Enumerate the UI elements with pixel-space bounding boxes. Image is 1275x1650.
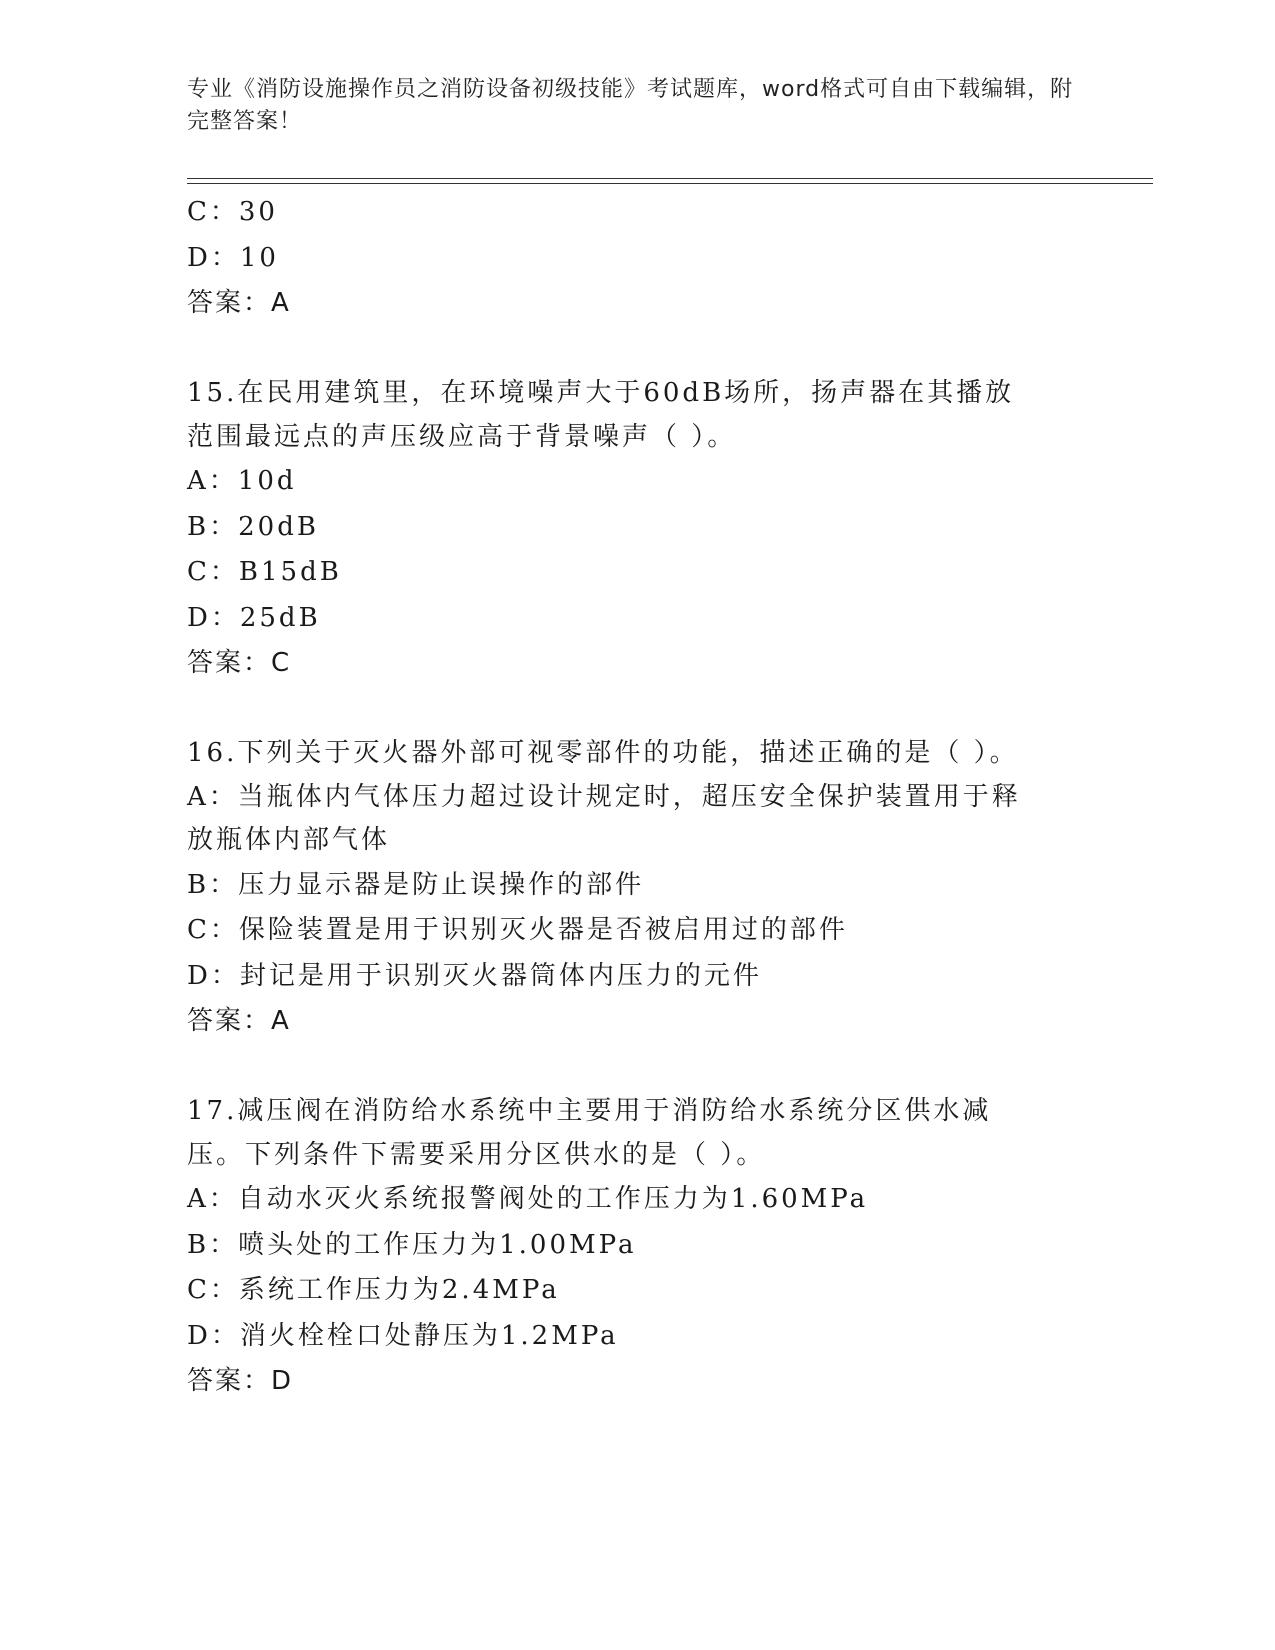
question-stem: 15.在民用建筑里，在环境噪声大于60dB场所，扬声器在其播放范围最远点的声压级应高于背景噪声（ ）。 — [187, 378, 1015, 452]
option-b: B：20dB — [187, 511, 319, 542]
option-b: B：喷头处的工作压力为1.00MPa — [187, 1229, 637, 1260]
option-d: D：消火栓栓口处静压为1.2MPa — [187, 1320, 619, 1351]
option-d: D：10 — [187, 242, 279, 273]
question-stem: 16.下列关于灭火器外部可视零部件的功能，描述正确的是（ ）。 — [187, 738, 1019, 768]
spacer — [187, 327, 1087, 373]
option-d: D：封记是用于识别灭火器筒体内压力的元件 — [187, 960, 762, 991]
option-c: C：30 — [187, 197, 278, 227]
option-c: C：B15dB — [187, 557, 342, 587]
question-16 — [187, 732, 1087, 1045]
spacer — [187, 687, 1087, 733]
option-d: D：25dB — [187, 602, 321, 633]
question-17 — [187, 1090, 1087, 1405]
option-c: C：系统工作压力为2.4MPa — [187, 1275, 560, 1305]
option-b: B：压力显示器是防止误操作的部件 — [187, 869, 645, 900]
question-stem: 17.减压阀在消防给水系统中主要用于消防给水系统分区供水减压。下列条件下需要采用分区供水的是（ ）。 — [187, 1096, 992, 1170]
question-content — [187, 190, 1087, 1405]
option-a: A：10d — [187, 466, 297, 496]
answer-line: 答案：C — [187, 648, 292, 678]
option-a: A：当瓶体内气体压力超过设计规定时，超压安全保护装置用于释放瓶体内部气体 — [187, 781, 1021, 855]
option-a: A：自动水灭火系统报警阀处的工作压力为1.60MPa — [187, 1184, 869, 1214]
answer-line: 答案：D — [187, 1366, 294, 1396]
question-15 — [187, 372, 1087, 687]
option-c: C：保险装置是用于识别灭火器是否被启用过的部件 — [187, 915, 848, 945]
answer-line: 答案：A — [187, 288, 291, 318]
previous-question-tail — [187, 190, 1087, 327]
document-header: 专业《消防设施操作员之消防设备初级技能》考试题库，word格式可自由下载编辑，附完整答案！ — [187, 77, 1074, 134]
header-divider — [187, 178, 1153, 179]
header-divider-second — [187, 183, 1153, 184]
answer-line: 答案：A — [187, 1006, 291, 1036]
spacer — [187, 1045, 1087, 1091]
